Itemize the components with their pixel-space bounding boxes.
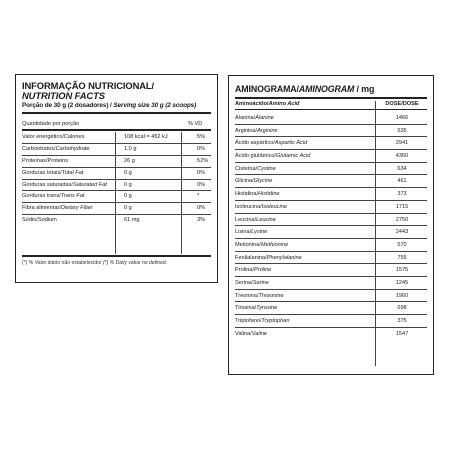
amino-acid-dose: 1575 bbox=[395, 267, 409, 274]
nutrition-row bbox=[22, 144, 211, 156]
amino-acid-row bbox=[235, 290, 427, 303]
amino-acid-label bbox=[235, 201, 287, 213]
amino-acid-row bbox=[235, 112, 427, 125]
amino-acid-name-en: Serine bbox=[252, 279, 269, 286]
nutrient-label bbox=[22, 180, 107, 191]
amino-acid-dose: 755 bbox=[397, 254, 407, 261]
amino-acid-name-en: Glycine bbox=[253, 178, 273, 185]
nutrient-name-pt: Gorduras saturadas/ bbox=[22, 181, 73, 188]
nutrient-name-pt: Gorduras totais/ bbox=[22, 169, 62, 176]
divider bbox=[235, 109, 427, 110]
amino-acid-label bbox=[235, 328, 267, 340]
nutrient-label bbox=[22, 168, 83, 179]
amino-acid-row bbox=[235, 328, 427, 341]
amino-acid-label bbox=[235, 239, 288, 251]
amino-acid-label bbox=[235, 315, 289, 327]
amino-acid-row bbox=[235, 150, 427, 163]
amino-acid-name-en: Arginine bbox=[257, 127, 278, 134]
amino-acid-name-pt: Treonina/ bbox=[235, 292, 259, 299]
amino-acid-dose: 1245 bbox=[395, 279, 409, 286]
amino-acid-dose: 535 bbox=[397, 127, 407, 134]
nutrient-daily-value: * bbox=[197, 193, 200, 200]
amino-acid-name-pt: Lisina/ bbox=[235, 229, 252, 236]
nutrient-name-en: Saturated Fat bbox=[73, 181, 107, 188]
amino-acid-name-en: Isoleucine bbox=[261, 203, 287, 210]
amino-acid-row bbox=[235, 201, 427, 214]
amino-acid-name-en: Tryptophan bbox=[261, 318, 290, 324]
nutrient-daily-value: 0% bbox=[197, 205, 206, 212]
amino-acid-dose: 373 bbox=[397, 191, 407, 198]
amino-acid-dose: 461 bbox=[397, 178, 407, 185]
amino-acid-dose: 1715 bbox=[395, 203, 409, 210]
amino-acid-row bbox=[235, 315, 427, 328]
divider bbox=[22, 112, 211, 114]
amino-acid-row bbox=[235, 252, 427, 265]
amino-acid-dose: 1960 bbox=[395, 292, 409, 299]
divider bbox=[22, 129, 211, 131]
amino-acid-row bbox=[235, 125, 427, 138]
amino-acid-row bbox=[235, 264, 427, 277]
aminogram-rows bbox=[235, 112, 427, 340]
amino-acid-name-pt: Fenilalanina/ bbox=[235, 254, 267, 261]
nutrient-amount: 0 g bbox=[124, 193, 132, 200]
nutrient-name-en: Calories bbox=[63, 134, 85, 140]
amino-acid-name-pt: Histidina/ bbox=[235, 191, 259, 198]
nutrition-subtitle: NUTRITION FACTS bbox=[22, 90, 105, 101]
nutrient-daily-value: 0% bbox=[197, 145, 206, 152]
amino-acid-name-en: Aspartic Acid bbox=[274, 140, 308, 147]
amino-acid-dose: 1547 bbox=[395, 330, 409, 337]
amino-acid-label bbox=[235, 175, 272, 187]
amino-acid-name-en: Methionine bbox=[260, 241, 289, 248]
nutrient-label bbox=[22, 132, 84, 143]
amino-acid-label bbox=[235, 188, 279, 200]
amino-acid-dose: 570 bbox=[397, 241, 407, 248]
nutrition-facts-panel bbox=[15, 74, 218, 283]
nutrient-name-en: Carbohydrate bbox=[55, 145, 90, 152]
amino-acid-row bbox=[235, 277, 427, 290]
amino-acid-name-pt: Alanina/ bbox=[235, 115, 256, 121]
amino-acid-label bbox=[235, 137, 307, 149]
amino-acid-name-pt: Leucina/ bbox=[235, 216, 257, 223]
amino-acid-name-en: Phenylalanine bbox=[266, 254, 302, 261]
amino-acid-name-pt: Isoleucina/ bbox=[235, 203, 262, 210]
amino-acid-dose: 2750 bbox=[395, 216, 409, 223]
nutrient-daily-value: 5% bbox=[197, 134, 206, 140]
amino-acid-dose: 375 bbox=[397, 318, 407, 324]
amino-acid-label bbox=[235, 150, 310, 162]
amino-acid-row bbox=[235, 137, 427, 150]
nutrient-amount: 0 g bbox=[124, 169, 132, 176]
dose-header: DOSE/DOSE bbox=[385, 101, 419, 107]
nutrition-row bbox=[22, 191, 211, 203]
amino-acid-dose: 698 bbox=[397, 305, 407, 312]
nutrient-name-en: Trans Fat bbox=[60, 193, 85, 200]
nutrient-amount: 108 kcal = 452 kJ bbox=[124, 134, 168, 140]
amino-acid-name-en: Threonine bbox=[258, 292, 284, 299]
serving-size bbox=[22, 102, 196, 110]
nutrition-row bbox=[22, 203, 211, 215]
nutrient-name-en: Proteins bbox=[47, 157, 69, 164]
aminogram-title-unit: / mg bbox=[354, 84, 375, 94]
divider bbox=[235, 97, 427, 99]
nutrition-row bbox=[22, 156, 211, 168]
amino-acid-row bbox=[235, 226, 427, 239]
footnote-en: (*) % Daily value no defined. bbox=[102, 260, 168, 266]
nutrition-rows bbox=[22, 132, 211, 227]
amino-acid-name-en: Valine bbox=[251, 330, 268, 337]
nutrient-daily-value: 0% bbox=[197, 181, 206, 188]
nutrient-label bbox=[22, 203, 93, 214]
nutrient-amount: 0 g bbox=[124, 205, 132, 212]
amino-acid-label bbox=[235, 290, 284, 302]
amino-acid-header bbox=[235, 101, 299, 107]
amino-acid-name-pt: Metionina/ bbox=[235, 241, 261, 248]
nutrient-amount: 26 g bbox=[124, 157, 135, 164]
nutrient-daily-value: 3% bbox=[197, 217, 206, 224]
nutrient-amount: 61 mg bbox=[124, 217, 140, 224]
nutrient-label bbox=[22, 191, 84, 202]
nutrient-amount: 0 g bbox=[124, 181, 132, 188]
amino-acid-label bbox=[235, 264, 271, 276]
amino-acid-name-pt: Prolina/ bbox=[235, 267, 254, 274]
column-divider bbox=[115, 132, 116, 254]
aminogram-title bbox=[235, 84, 374, 94]
amino-acid-name-en: Leucine bbox=[256, 216, 276, 223]
amino-acid-label bbox=[235, 163, 276, 175]
amino-acid-dose: 2941 bbox=[395, 140, 409, 147]
nutrient-name-en: Sodium bbox=[37, 217, 57, 224]
amino-acid-name-pt: Triptofano/ bbox=[235, 318, 262, 324]
amino-acid-name-pt: Cisteína/ bbox=[235, 165, 258, 172]
amino-acid-header-pt: Aminoácido/ bbox=[235, 101, 269, 107]
amino-acid-label bbox=[235, 252, 302, 264]
amino-acid-name-en: Cystine bbox=[257, 165, 276, 172]
amino-acid-dose: 4360 bbox=[395, 153, 409, 160]
amino-acid-name-pt: Tirosina/ bbox=[235, 305, 257, 312]
column-divider bbox=[375, 101, 376, 366]
amino-acid-header-en: Amino Acid bbox=[268, 101, 300, 107]
aminogram-panel bbox=[228, 75, 434, 375]
nutrient-label bbox=[22, 156, 68, 167]
quantity-header: Quantidade por porção bbox=[22, 121, 80, 127]
nutrition-row bbox=[22, 132, 211, 144]
amino-acid-label bbox=[235, 302, 277, 314]
nutrient-name-en: Dietary Fiber bbox=[60, 205, 93, 212]
amino-acid-name-pt: Arginina/ bbox=[235, 127, 258, 134]
amino-acid-name-pt: Serina/ bbox=[235, 279, 253, 286]
footnote bbox=[22, 260, 167, 267]
amino-acid-name-pt: Valina/ bbox=[235, 330, 252, 337]
aminogram-title-en: AMINOGRAM bbox=[298, 84, 355, 94]
nutrient-daily-value: 0% bbox=[197, 169, 206, 176]
nutrition-title: INFORMAÇÃO NUTRICIONAL/ bbox=[22, 80, 155, 91]
nutrient-name-pt: Proteínas/ bbox=[22, 157, 48, 164]
amino-acid-dose: 634 bbox=[397, 165, 407, 172]
amino-acid-label bbox=[235, 214, 276, 226]
nutrient-amount: 1,0 g bbox=[124, 145, 137, 152]
amino-acid-name-en: Glutamic Acid bbox=[276, 153, 311, 160]
amino-acid-name-pt: Ácido glutâmico/ bbox=[235, 153, 277, 160]
footnote-pt: (*) % Valor diário não estabelecido/ bbox=[22, 260, 103, 266]
nutrient-daily-value: 52% bbox=[197, 157, 209, 164]
daily-value-header: % VD bbox=[188, 121, 203, 127]
nutrient-name-pt: Fibra alimentar/ bbox=[22, 205, 61, 212]
amino-acid-name-pt: Ácido aspártico/ bbox=[235, 140, 275, 147]
nutrition-row bbox=[22, 168, 211, 180]
amino-acid-dose: 2443 bbox=[395, 229, 409, 236]
serving-size-en: Serving size 30 g (2 scoops) bbox=[113, 102, 197, 109]
amino-acid-name-en: Tyrosine bbox=[256, 305, 278, 312]
divider bbox=[22, 255, 211, 257]
nutrient-name-pt: Valor energético/ bbox=[22, 134, 64, 140]
serving-size-pt: Porção de 30 g (2 dosadores) / bbox=[22, 102, 114, 109]
amino-acid-row bbox=[235, 175, 427, 188]
nutrient-label bbox=[22, 215, 57, 226]
nutrient-name-pt: Gorduras trans/ bbox=[22, 193, 61, 200]
aminogram-title-pt: AMINOGRAMA/ bbox=[235, 84, 299, 94]
amino-acid-name-en: Histidine bbox=[258, 191, 280, 198]
amino-acid-name-en: Alanine bbox=[255, 115, 274, 121]
nutrient-name-en: Total Fat bbox=[61, 169, 84, 176]
amino-acid-row bbox=[235, 188, 427, 201]
nutrition-row bbox=[22, 215, 211, 227]
amino-acid-row bbox=[235, 163, 427, 176]
nutrient-name-pt: Carboidratos/ bbox=[22, 145, 56, 152]
nutrient-label bbox=[22, 144, 90, 155]
amino-acid-row bbox=[235, 239, 427, 252]
nutrient-name-pt: Sódio/ bbox=[22, 217, 38, 224]
amino-acid-dose: 1466 bbox=[395, 115, 409, 121]
nutrition-row bbox=[22, 180, 211, 192]
amino-acid-label bbox=[235, 112, 274, 124]
amino-acid-label bbox=[235, 226, 267, 238]
amino-acid-name-pt: Glicina/ bbox=[235, 178, 254, 185]
amino-acid-row bbox=[235, 302, 427, 315]
amino-acid-label bbox=[235, 277, 269, 289]
amino-acid-label bbox=[235, 125, 278, 137]
amino-acid-row bbox=[235, 214, 427, 227]
amino-acid-name-en: Proline bbox=[253, 267, 272, 274]
amino-acid-name-en: Lysine bbox=[251, 229, 268, 236]
column-divider bbox=[181, 132, 182, 254]
